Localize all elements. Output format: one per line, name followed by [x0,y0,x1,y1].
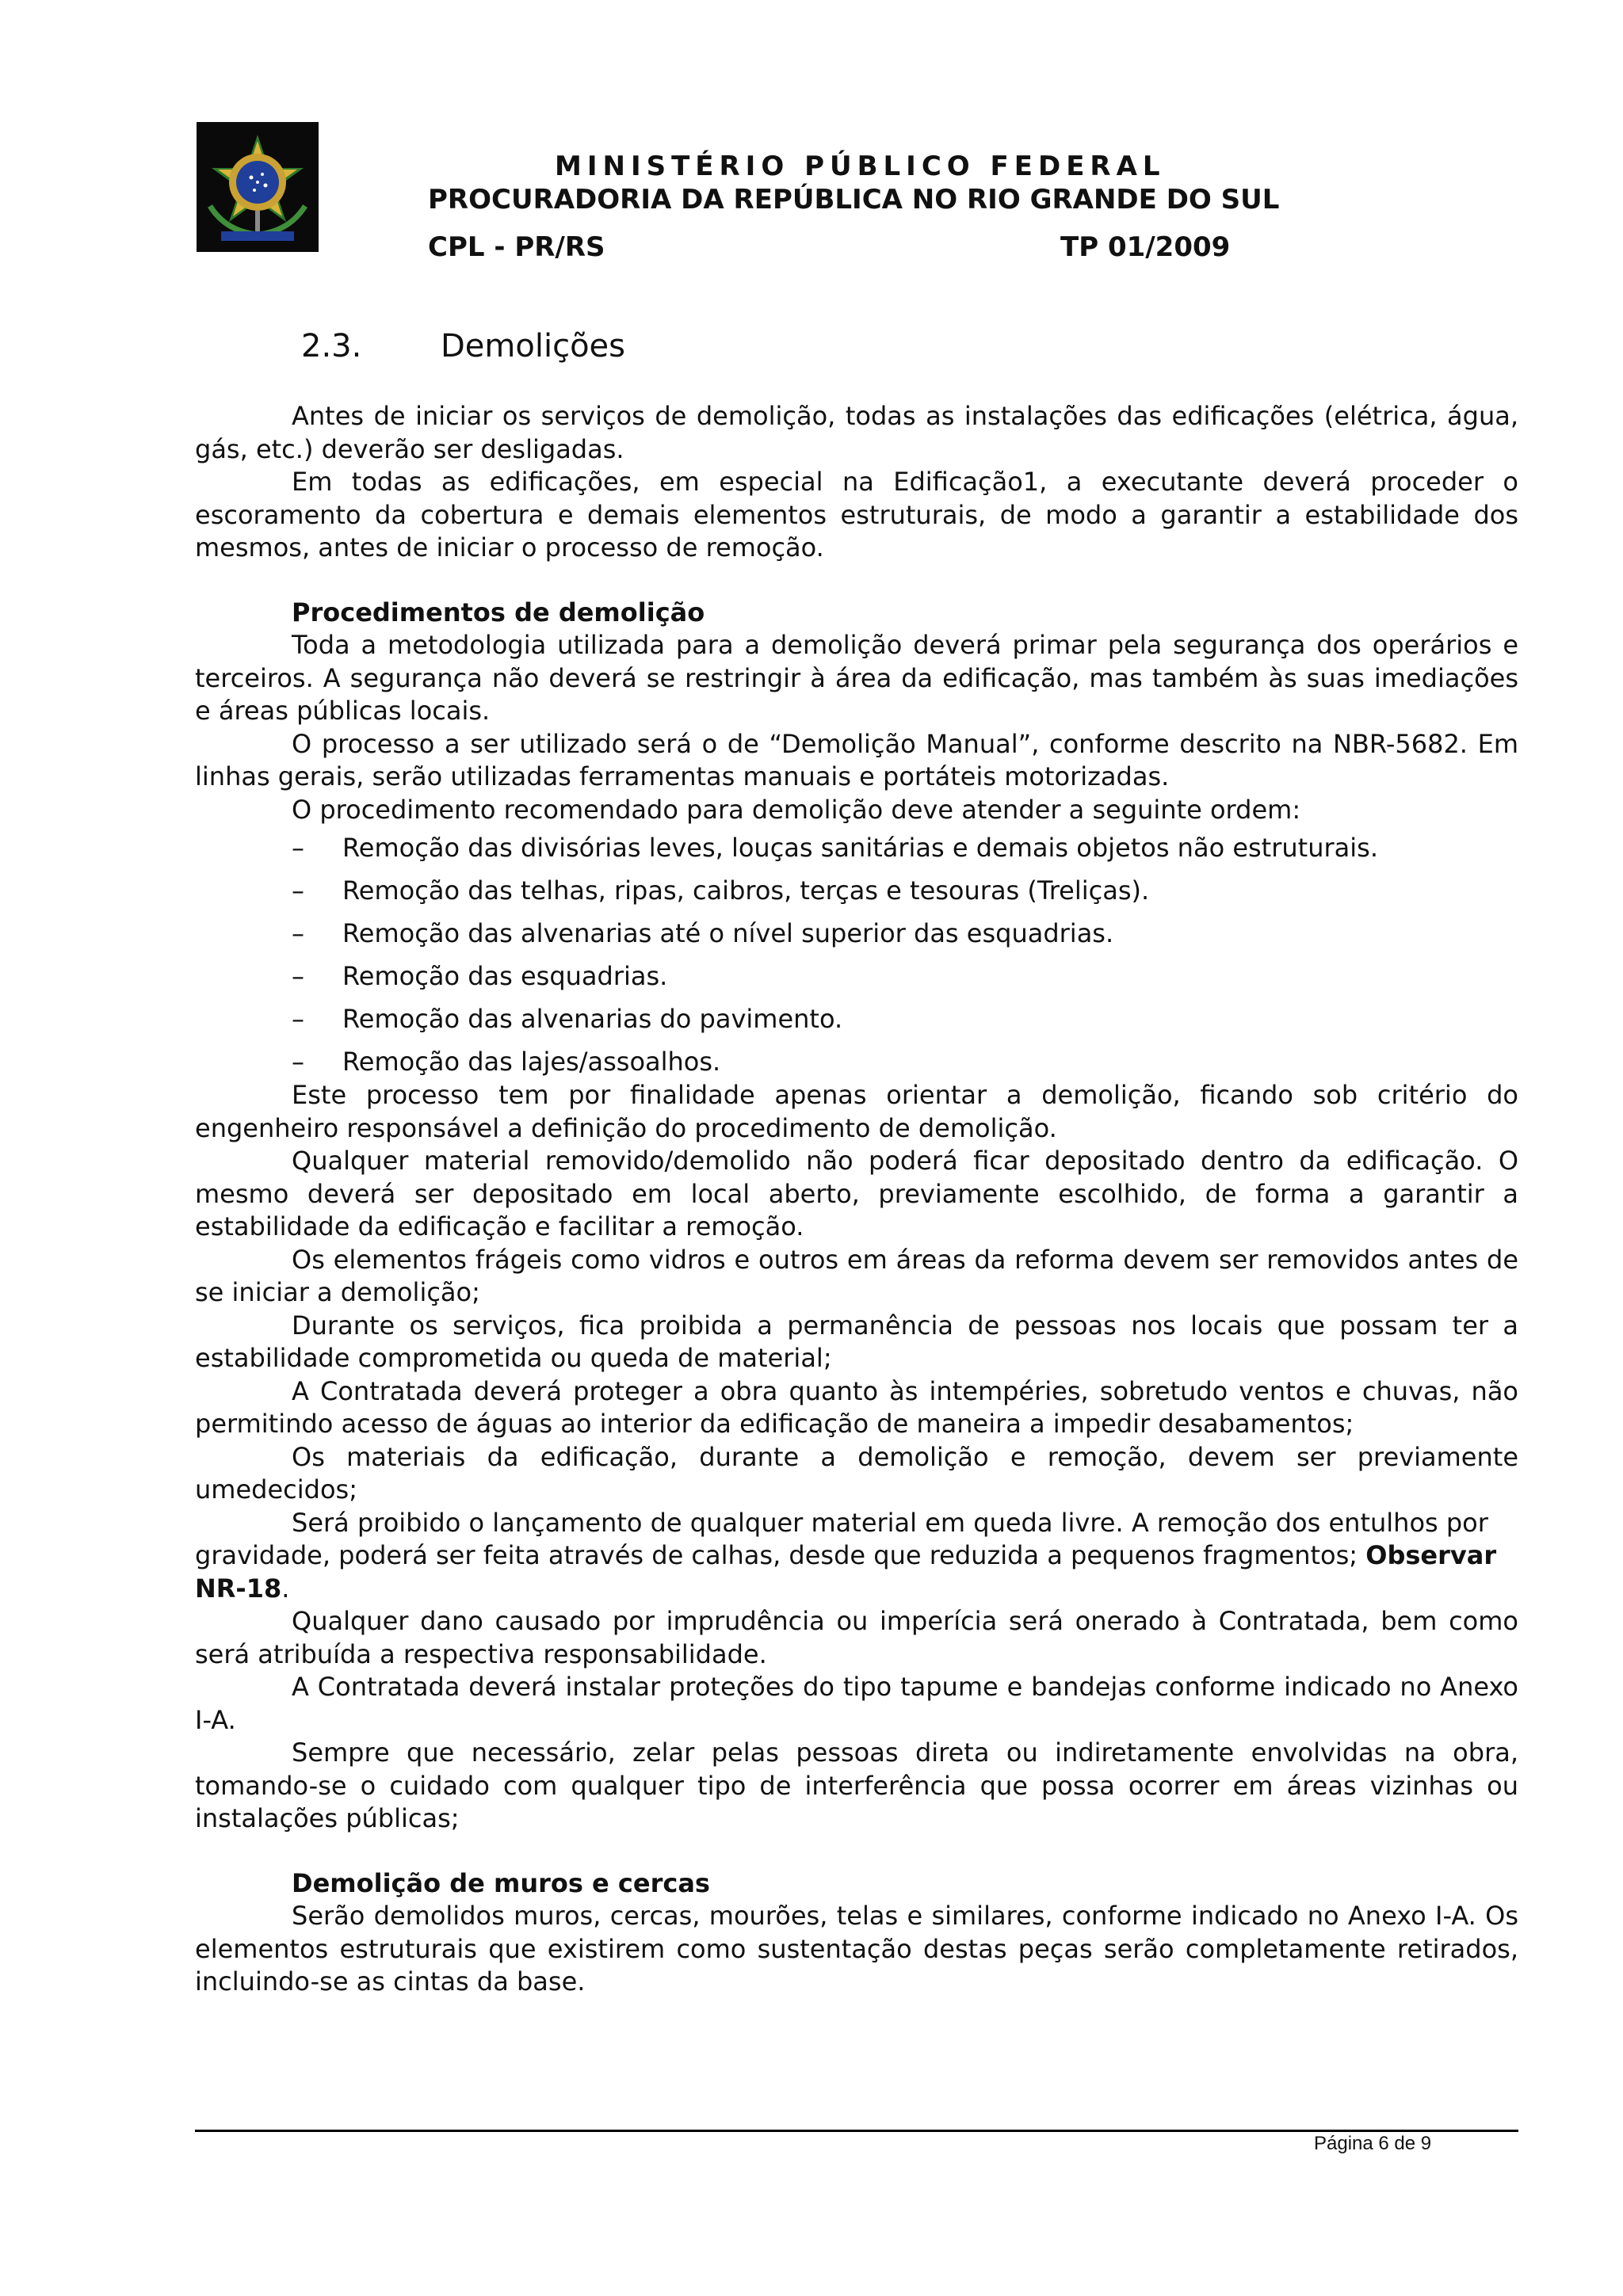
subheading-muros: Demolição de muros e cercas [292,1867,710,1898]
paragraph: Toda a metodologia utilizada para a demolição deverá primar pela segurança dos operários e terceiros. A segurança não deverá se restringir à área da edificação, mas também às suas imediações e áreas públicas locais. [195,630,1518,726]
paragraph: Serão demolidos muros, cercas, mourões, telas e similares, conforme indicado no Anexo I-A. Os elementos estruturais que existirem como sustentação destas peças serão completamente retirados, incluindo-se as cintas da base. [195,1901,1518,1997]
nr18-reference: Observar NR-18 [195,1540,1497,1604]
header-ministry: MINISTÉRIO PÚBLICO FEDERAL [555,151,1166,182]
subheading-procedimentos: Procedimentos de demolição [292,597,705,627]
section-heading [301,328,625,364]
paragraph: Sempre que necessário, zelar pelas pessoas direta ou indiretamente envolvidas na obra, tomando-se o cuidado com qualquer tipo de interferência que possa ocorrer em áreas vizinhas ou instalações públicas; [195,1737,1518,1833]
header-procuradoria: PROCURADORIA DA REPÚBLICA NO RIO GRANDE DO SUL [428,184,1280,215]
paragraph: O procedimento recomendado para demolição deve atender a seguinte ordem: [292,794,1301,825]
section-number: 2.3. [301,328,362,364]
list-item [195,917,1518,960]
paragraph: Qualquer dano causado por imprudência ou imperícia será onerado à Contratada, bem como será atribuída a respectiva responsabilidade. [195,1606,1518,1669]
paragraph: Este processo tem por finalidade apenas orientar a demolição, ficando sob critério do engenheiro responsável a definição do procedimento de demolição. [195,1080,1518,1143]
paragraph: Antes de iniciar os serviços de demolição, todas as instalações das edificações (elétrica, água, gás, etc.) deverão ser desligadas. [195,401,1518,464]
dash-bullet: – [292,1047,304,1077]
section-title: Demolições [441,328,625,364]
paragraph: Durante os serviços, fica proibida a permanência de pessoas nos locais que possam ter a estabilidade comprometida ou queda de material; [195,1310,1518,1373]
list-item-text: Remoção das alvenarias do pavimento. [342,1004,843,1034]
list-item-text: Remoção das divisórias leves, louças sanitárias e demais objetos não estruturais. [342,833,1378,863]
dash-bullet: – [292,875,304,906]
header-cpl: CPL - PR/RS [428,231,605,263]
list-item [195,1003,1518,1046]
list-item-text: Remoção das lajes/assoalhos. [342,1047,721,1077]
paragraph: Em todas as edificações, em especial na Edificação1, a executante deverá proceder o escoramento da cobertura e demais elementos estruturais, de modo a garantir a estabilidade dos mesmos, antes de iniciar o processo de remoção. [195,467,1518,563]
page-number: Página 6 de 9 [1314,2133,1432,2154]
footer-rule [195,2130,1518,2132]
paragraph-text: Será proibido o lançamento de qualquer material em queda livre. A remoção dos entulhos por gravidade, poderá ser feita através de calhas, desde que reduzida a pequenos fragmentos; [195,1507,1488,1570]
list-item-text: Remoção das telhas, ripas, caibros, terças e tesouras (Treliças). [342,875,1150,906]
dash-bullet: – [292,918,304,948]
list-item-text: Remoção das esquadrias. [342,961,668,991]
list-item-text: Remoção das alvenarias até o nível superior das esquadrias. [342,918,1114,948]
dash-bullet: – [292,1004,304,1034]
document-body [195,400,1518,1999]
list-item [195,875,1518,917]
demolition-order-list [195,832,1518,1079]
list-item [195,1046,1518,1079]
dash-bullet: – [292,833,304,863]
header-tp: TP 01/2009 [1060,231,1231,263]
list-item [195,832,1518,875]
list-item [195,960,1518,1003]
paragraph: O processo a ser utilizado será o de “Demolição Manual”, conforme descrito na NBR-5682. Em linhas gerais, serão utilizadas ferramentas manuais e portáteis motorizadas. [195,728,1518,791]
paragraph: A Contratada deverá instalar proteções do tipo tapume e bandejas conforme indicado no Anexo I-A. [195,1672,1518,1735]
paragraph: A Contratada deverá proteger a obra quanto às intempéries, sobretudo ventos e chuvas, não permitindo acesso de águas ao interior da edificação de maneira a impedir desabamentos; [195,1375,1518,1439]
dash-bullet: – [292,961,304,991]
paragraph: Os materiais da edificação, durante a demolição e remoção, devem ser previamente umedecidos; [195,1441,1518,1505]
paragraph: Qualquer material removido/demolido não poderá ficar depositado dentro da edificação. O mesmo deverá ser depositado em local aberto, previamente escolhido, de forma a garantir a estabilidade da edificação e facilitar a remoção. [195,1146,1518,1241]
coat-of-arms-emblem [197,122,319,252]
paragraph-end: . [281,1573,290,1604]
paragraph: Os elementos frágeis como vidros e outros em áreas da reforma devem ser removidos antes de se iniciar a demolição; [195,1244,1518,1307]
paragraph [195,1507,1518,1606]
